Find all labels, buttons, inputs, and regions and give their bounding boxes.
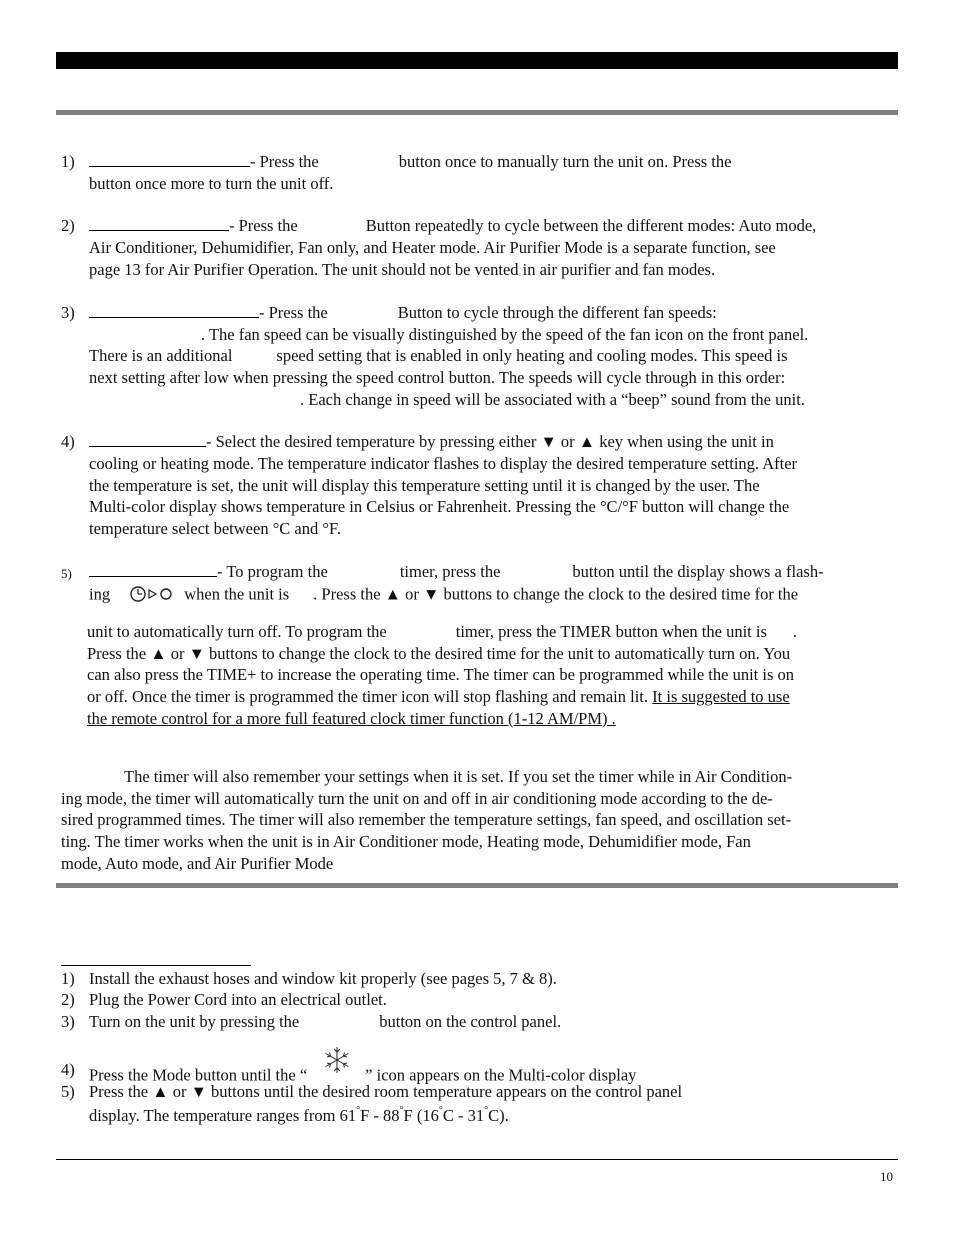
blank-heading: [89, 215, 229, 231]
item-4-number: 4): [61, 432, 75, 451]
step-5-line-2: display. The temperature ranges from 61°F - 88°F (16°C - 31°C).: [89, 1105, 509, 1125]
snowflake-icon: [321, 1045, 353, 1081]
item-4-line-1: - Select the desired temperature by pressing either ▼ or ▲ key when using the unit in: [89, 431, 895, 453]
item-4-line-3: the temperature is set, the unit will display this temperature setting until it is changed by the user. The: [89, 476, 760, 495]
item-4-line-2: cooling or heating mode. The temperature indicator flashes to display the desired temperature setting. After: [89, 454, 798, 473]
item-3-number: 3): [61, 303, 75, 322]
item-2-line-1: - Press the Button repeatedly to cycle between the different modes: Auto mode,: [89, 215, 895, 237]
step-3-text: Turn on the unit by pressing the button on the control panel.: [89, 1012, 562, 1031]
step-4-number: 4): [61, 1060, 75, 1079]
blank-heading: [89, 561, 217, 577]
item-2-line-2: Air Conditioner, Dehumidifier, Fan only, and Heater mode. Air Purifier Mode is a separate function, see: [89, 238, 776, 257]
item-1-number: 1): [61, 152, 75, 171]
section-rule-top: [56, 110, 898, 115]
footer-rule: [56, 1159, 898, 1160]
item-2-number: 2): [61, 216, 75, 235]
step-2-number: 2): [61, 990, 75, 1009]
item-4-line-4: Multi-color display shows temperature in Celsius or Fahrenheit. Pressing the °C/°F button will change the: [89, 497, 790, 516]
step-4-text: Press the Mode button until the “ ” icon appears on the Multi-color display: [89, 1059, 895, 1095]
step-3-number: 3): [61, 1012, 75, 1031]
blank-section-heading: [61, 965, 251, 966]
step-5-number: 5): [61, 1082, 75, 1101]
item-5-line-1: - To program the timer, press the button until the display shows a flash-: [89, 561, 895, 583]
timer-icon: [130, 583, 176, 609]
item-5-number: 5): [61, 566, 72, 581]
step-1-number: 1): [61, 969, 75, 988]
header-bar: [56, 52, 898, 69]
page-number: 10: [880, 1169, 893, 1184]
item-1-line-1: - Press the button once to manually turn the unit on. Press the: [89, 151, 895, 173]
step-5-line-1: Press the ▲ or ▼ buttons until the desired room temperature appears on the control panel: [89, 1082, 683, 1101]
item-5-line-4: Press the ▲ or ▼ buttons to change the clock to the desired time for the unit to automatically turn on. You: [87, 644, 791, 663]
blank-heading: [89, 302, 259, 318]
item-5-line-3: unit to automatically turn off. To program the timer, press the TIMER button when the unit is .: [87, 622, 798, 641]
timer-paragraph-line-5: mode, Auto mode, and Air Purifier Mode: [61, 854, 334, 873]
section-rule-bottom: [56, 883, 898, 888]
blank-heading: [89, 151, 250, 167]
item-4-line-5: temperature select between °C and °F.: [89, 519, 341, 538]
item-5-line-7: the remote control for a more full featured clock timer function (1-12 AM/PM) .: [87, 709, 616, 728]
item-3-line-4: next setting after low when pressing the speed control button. The speeds will cycle through in this order:: [89, 368, 786, 387]
timer-paragraph-line-3: sired programmed times. The timer will also remember the temperature settings, fan speed, and oscillation set-: [61, 810, 792, 829]
timer-paragraph-line-4: ting. The timer works when the unit is in Air Conditioner mode, Heating mode, Dehumidifier mode, Fan: [61, 832, 751, 851]
item-5-line-5: can also press the TIME+ to increase the operating time. The timer can be programmed while the unit is on: [87, 665, 794, 684]
item-3-line-3: There is an additional speed setting that is enabled in only heating and cooling modes. This speed is: [89, 346, 788, 365]
item-5-line-6: or off. Once the timer is programmed the timer icon will stop flashing and remain lit. It is suggested to use: [87, 687, 790, 706]
item-3-line-2: . The fan speed can be visually distinguished by the speed of the fan icon on the front panel.: [201, 325, 809, 344]
timer-paragraph-line-2: ing mode, the timer will automatically turn the unit on and off in air conditioning mode according to the de-: [61, 789, 773, 808]
item-3-line-5: . Each change in speed will be associated with a “beep” sound from the unit.: [300, 390, 805, 409]
item-5-line-2: ing when the unit is . Press the ▲ or ▼ buttons to change the clock to the desired time for the: [89, 583, 895, 609]
item-1-line-2: button once more to turn the unit off.: [89, 174, 334, 193]
step-2-text: Plug the Power Cord into an electrical outlet.: [89, 990, 387, 1009]
timer-paragraph: The timer will also remember your settings when it is set. If you set the timer while in Air Condition-: [124, 767, 793, 786]
blank-heading: [89, 431, 206, 447]
step-1-text: Install the exhaust hoses and window kit properly (see pages 5, 7 & 8).: [89, 969, 557, 988]
item-2-line-3: page 13 for Air Purifier Operation. The unit should not be vented in air purifier and fan modes.: [89, 260, 716, 279]
item-3-line-1: - Press the Button to cycle through the different fan speeds:: [89, 302, 895, 324]
